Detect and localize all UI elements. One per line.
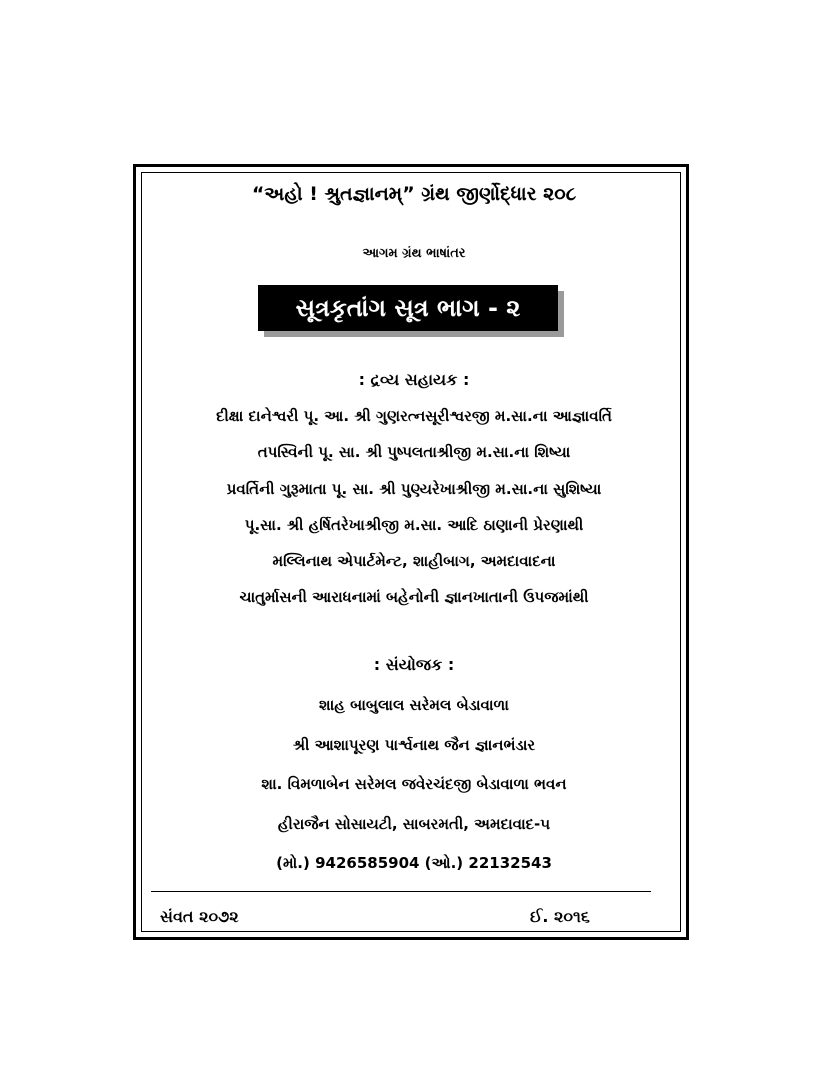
series-title: “અહો ! શ્રુતજ્ઞાનમ્” ગ્રંથ જીર્ણોદ્ધાર ૨૦૮ bbox=[251, 183, 577, 205]
sponsor-line: મલ્લિનાથ એપાર્ટમેન્ટ, શાહીબાગ, અમદાવાદના bbox=[272, 552, 556, 570]
book-title: સૂત્રકૃતાંગ સૂત્ર ભાગ - ૨ bbox=[258, 285, 558, 331]
coordinator-heading: : સંયોજક : bbox=[373, 655, 455, 674]
sponsor-line: પ્રવર્તિની ગુરૂમાતા પૂ. સા. શ્રી પુણ્યરેખાશ્રીજી મ.સા.ના સુશિષ્યા bbox=[226, 480, 602, 498]
samvat-year: સંવત ૨૦૭૨ bbox=[160, 907, 239, 926]
sponsor-line: પૂ.સા. શ્રી હર્ષિતરેખાશ્રીજી મ.સા. આદિ ઠાણાની પ્રેરણાથી bbox=[244, 516, 584, 534]
coordinator-line: હીરાજૈન સોસાયટી, સાબરમતી, અમદાવાદ-૫ bbox=[277, 815, 551, 833]
subtitle: આગમ ગ્રંથ ભાષાંતર bbox=[362, 246, 466, 261]
footer-divider bbox=[151, 891, 651, 892]
sponsor-line: તપસ્વિની પૂ. સા. શ્રી પુષ્પલતાશ્રીજી મ.સા.ના શિષ્યા bbox=[257, 443, 571, 461]
book-title-block bbox=[258, 285, 572, 343]
coordinator-line: શા. વિમળાબેન સરેમલ જવેરચંદજી બેડાવાળા ભવન bbox=[261, 775, 567, 793]
gregorian-year: ઈ. ૨૦૧૬ bbox=[530, 907, 590, 926]
sponsor-line: ચાતુર્માસની આરાધનામાં બહેનોની જ્ઞાનખાતાની ઉપજમાંથી bbox=[239, 588, 589, 606]
sponsor-heading: : દ્રવ્ય સહાયક : bbox=[358, 370, 470, 389]
coordinator-line: શાહ બાબુલાલ સરેમલ બેડાવાળા bbox=[319, 696, 509, 714]
contact-numbers: (મો.) 9426585904 (ઓ.) 22132543 bbox=[276, 854, 552, 872]
sponsor-line: દીક્ષા દાનેશ્વરી પૂ. આ. શ્રી ગુણરત્નસૂરીશ્વરજી મ.સા.ના આજ્ઞાવર્તિ bbox=[216, 407, 612, 425]
coordinator-line: શ્રી આશાપૂરણ પાર્શ્વનાથ જૈન જ્ઞાનભંડાર bbox=[292, 736, 536, 754]
